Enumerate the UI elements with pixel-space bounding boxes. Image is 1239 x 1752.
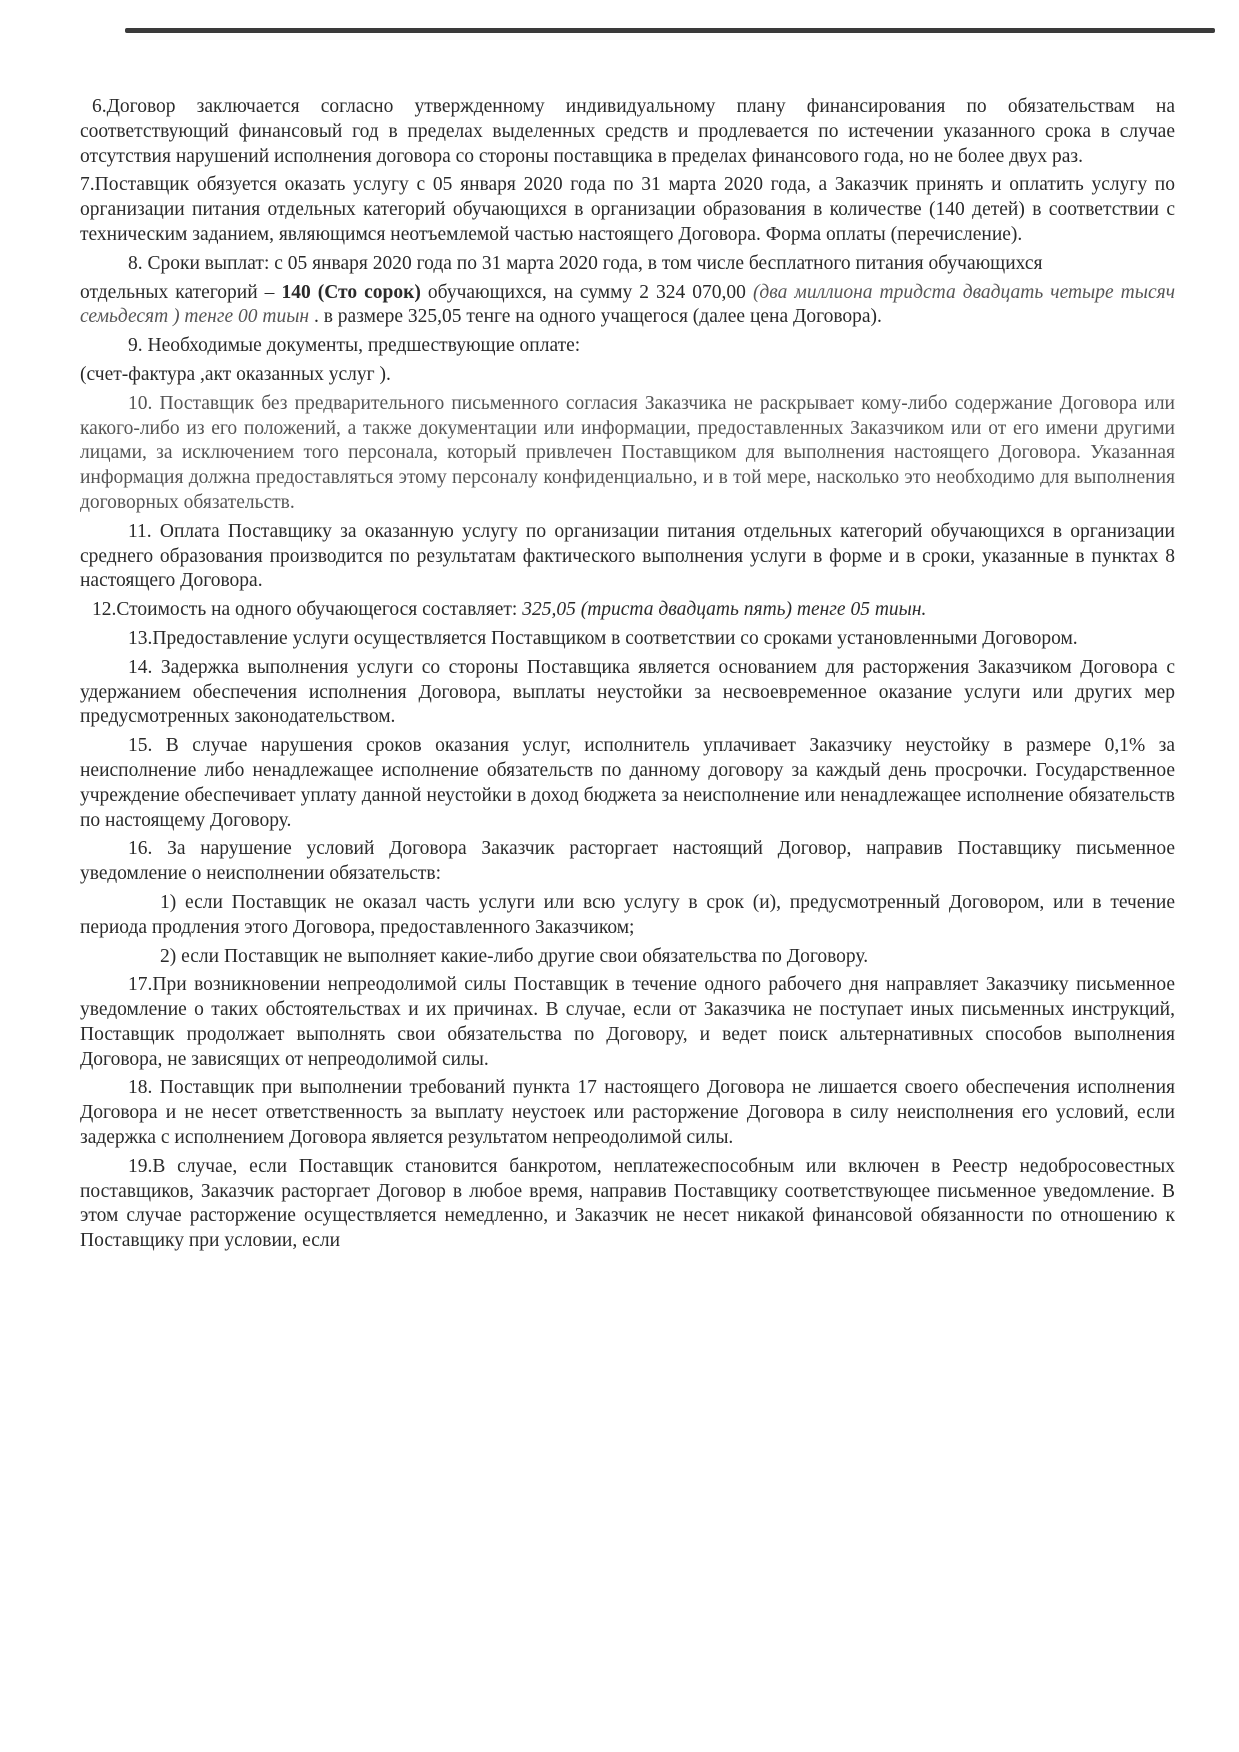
clause-8-body	[80, 281, 1175, 331]
clause-13: 13.Предоставление услуги осуществляется Поставщиком в соответствии со сроками установленными Договором.	[128, 627, 1078, 649]
clause-12	[80, 598, 1175, 623]
clause-12-text: 12.Стоимость на одного обучающегося составляет:	[92, 599, 523, 621]
clause-17: 17.При возникновении непреодолимой силы Поставщик в течение одного рабочего дня направляет Заказчику письменное уведомление о таких обстоятельствах и их причинах. В случае, если от Заказчика не поступает иных письменных инструкций, Поставщик продолжает выполнять свои обязательства по Договору, и ведет поиск альтернативных способов выполнения Договора, не зависящих от непреодолимой силы.	[80, 974, 1175, 1070]
clause-8-header: 8. Сроки выплат: с 05 января 2020 года по 31 марта 2020 года, в том числе бесплатного питания обучающихся	[128, 252, 1043, 274]
clause-15: 15. В случае нарушения сроков оказания услуг, исполнитель уплачивает Заказчику неустойку в размере 0,1% за неисполнение либо ненадлежащее исполнение обязательств по данному договору за каждый день просрочки. Государственное учреждение обеспечивает уплату данной неустойки в доход бюджета за неисполнение или ненадлежащее исполнение обязательств по настоящему Договору.	[80, 735, 1175, 831]
clause-16-item-1: 1) если Поставщик не оказал часть услуги или всю услугу в срок (и), предусмотренный Договором, или в течение периода продления этого Договора, предоставленного Заказчиком;	[80, 891, 1175, 938]
clause-14: 14. Задержка выполнения услуги со стороны Поставщика является основанием для расторжения Заказчиком Договора с удержанием обеспечения исполнения Договора, выплаты неустойки за несвоевременное оказание услуги или других мер предусмотренных законодательством.	[80, 656, 1175, 728]
clause-8-count: 140 (Сто сорок)	[281, 281, 421, 303]
clause-8-text-c: . в размере 325,05 тенге на одного учащегося (далее цена Договора).	[309, 306, 882, 328]
clause-10: 10. Поставщик без предварительного письменного согласия Заказчика не раскрывает кому-либо содержание Договора или какого-либо из его положений, а также документации или информации, предоставленных Заказчиком или от его имени другими лицами, за исключением того персонала, который привлечен Поставщиком для выполнения настоящего Договора. Указанная информация должна предоставляться этому персоналу конфиденциально, и в той мере, насколько это необходимо для выполнения договорных обязательств.	[80, 392, 1175, 513]
contract-text	[80, 95, 1175, 1740]
clause-9: 9. Необходимые документы, предшествующие оплате:	[128, 335, 581, 357]
clause-8-text-b: обучающихся, на сумму 2 324 070,00	[420, 281, 753, 303]
clause-9-docs: (счет-фактура ,акт оказанных услуг ).	[80, 363, 391, 385]
clause-12-amount: 325,05 (триста двадцать пять) тенге 05 тиын.	[522, 599, 927, 621]
scan-edge-line	[125, 28, 1215, 33]
clause-16-item-2: 2) если Поставщик не выполняет какие-либо другие свои обязательства по Договору.	[160, 945, 869, 967]
clause-18: 18. Поставщик при выполнении требований пункта 17 настоящего Договора не лишается своего обеспечения исполнения Договора и не несет ответственность за выплату неустоек или расторжение Договора в силу неисполнения его условий, если задержка с исполнением Договора является результатом непреодолимой силы.	[80, 1077, 1175, 1149]
clause-6: 6.Договор заключается согласно утвержденному индивидуальному плану финансирования по обязательствам на соответствующий финансовый год в пределах выделенных средств и продлевается по истечении указанного срока в случае отсутствия нарушений исполнения договора со стороны поставщика в пределах финансового года, но не более двух раз.	[80, 96, 1175, 167]
clause-19: 19.В случае, если Поставщик становится банкротом, неплатежеспособным или включен в Реестр недобросовестных поставщиков, Заказчик расторгает Договор в любое время, направив Поставщику соответствующее письменное уведомление. В этом случае расторжение осуществляется немедленно, и Заказчик не несет никакой финансовой обязанности по отношению к Поставщику при условии, если	[80, 1155, 1175, 1252]
clause-7: 7.Поставщик обязуется оказать услугу с 05 января 2020 года по 31 марта 2020 года, а Заказчик принять и оплатить услугу по организации питания отдельных категорий обучающихся в организации образования в количестве (140 детей) в соответствии с техническим заданием, являющимся неотъемлемой частью настоящего Договора. Форма оплаты (перечисление).	[80, 174, 1175, 245]
clause-8-amount-words: (два миллиона тридста двадцать четыре тысяч семьдесят ) тенге 00 тиын	[80, 281, 1175, 328]
clause-11: 11. Оплата Поставщику за оказанную услугу по организации питания отдельных категорий обучающихся в организации среднего образования производится по результатам фактического выполнения услуги в форме и в сроки, указанные в пунктах 8 настоящего Договора.	[80, 520, 1175, 592]
clause-8-text-a: отдельных категорий –	[80, 281, 282, 303]
clause-16: 16. За нарушение условий Договора Заказчик расторгает настоящий Договор, направив Поставщику письменное уведомление о неисполнении обязательств:	[80, 838, 1175, 885]
